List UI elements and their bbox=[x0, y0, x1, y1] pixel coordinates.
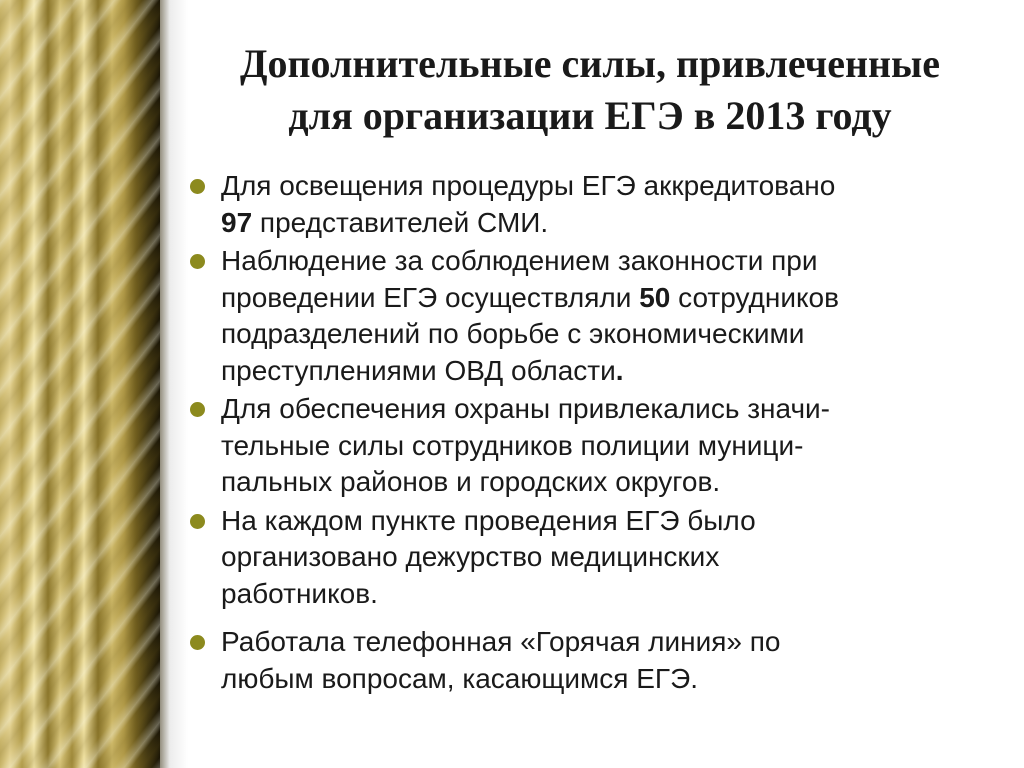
bullet-text: Для обеспечения охраны привлекались значи- bbox=[221, 393, 830, 424]
bullet-number: 50 bbox=[639, 281, 671, 313]
bullet-item-legality bbox=[190, 243, 1000, 389]
bullet-text: проведении ЕГЭ осуществляли bbox=[221, 281, 640, 313]
bullet-dot-icon bbox=[190, 254, 205, 269]
bullet-text: пальных районов и городских округов. bbox=[221, 466, 721, 497]
bullet-item-security bbox=[190, 391, 1000, 501]
bullet-number: 97 bbox=[221, 206, 253, 238]
bullet-text: тельные силы сотрудников полиции муници- bbox=[221, 429, 804, 461]
bullet-dot-icon bbox=[190, 635, 205, 650]
bullet-text: Работала телефонная «Горячая линия» по bbox=[221, 626, 781, 657]
bullet-end-mark: . bbox=[615, 354, 624, 386]
bullet-text: Наблюдение за соблюдением законности при bbox=[221, 245, 818, 276]
bullet-text: Для освещения процедуры ЕГЭ аккредитовано bbox=[221, 170, 836, 201]
bullet-dot-icon bbox=[190, 179, 205, 194]
bullet-text: организовано дежурство медицинских bbox=[221, 541, 720, 572]
bullet-text: сотрудников bbox=[670, 281, 839, 313]
decorative-gold-border bbox=[0, 0, 160, 768]
slide-title bbox=[175, 38, 1005, 142]
bullet-item-media bbox=[190, 168, 1000, 241]
bullet-dot-icon bbox=[190, 402, 205, 417]
bullet-dot-icon bbox=[190, 514, 205, 529]
bullet-item-hotline bbox=[190, 624, 1000, 697]
bullet-text: преступлениями ОВД области bbox=[221, 354, 616, 386]
bullet-text: На каждом пункте проведения ЕГЭ было bbox=[221, 504, 756, 536]
title-line-1: Дополнительные силы, привлеченные bbox=[239, 41, 941, 86]
bullet-text: представителей СМИ. bbox=[252, 206, 549, 238]
bullet-text: работников. bbox=[221, 577, 378, 609]
bullet-list bbox=[190, 168, 1000, 699]
title-line-2: для организации ЕГЭ в 2013 году bbox=[288, 93, 892, 138]
bullet-item-medical bbox=[190, 503, 1000, 613]
bullet-text: подразделений по борьбе с экономическими bbox=[221, 318, 805, 349]
bullet-text: любым вопросам, касающимся ЕГЭ. bbox=[221, 662, 698, 694]
